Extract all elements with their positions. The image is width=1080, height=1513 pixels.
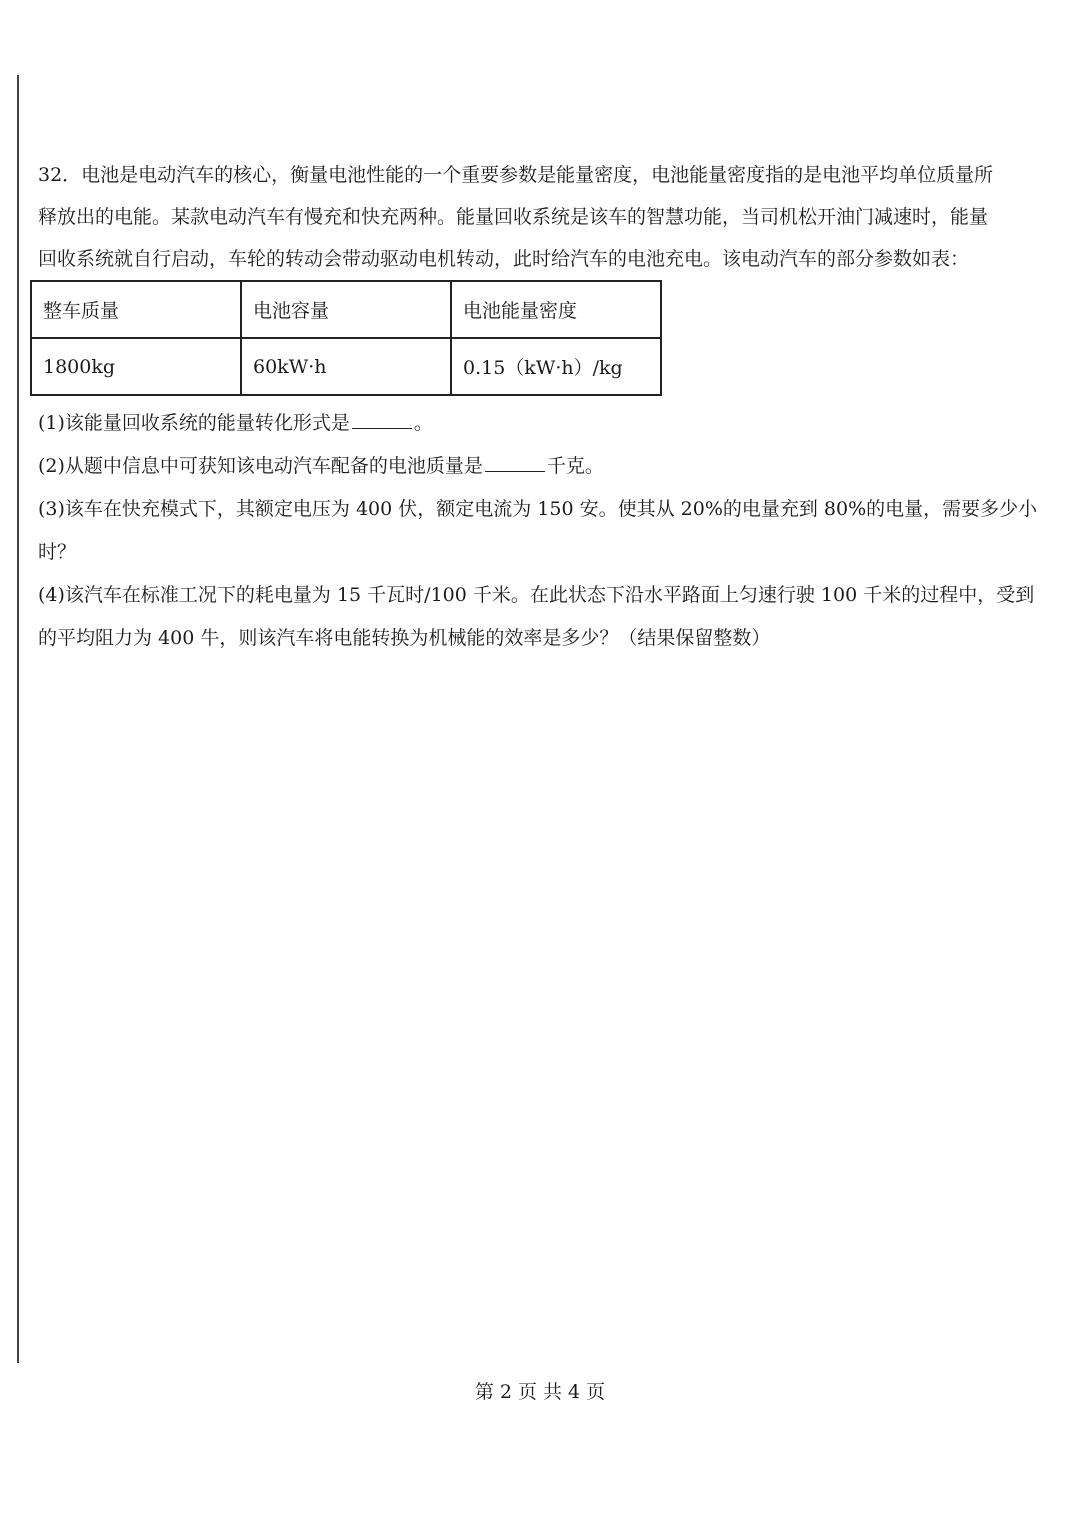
parameter-table [30,280,662,396]
sub-questions [38,402,1038,660]
sub-question-1 [38,402,1018,445]
table-cell: 0.15（kW·h）/kg [451,338,661,395]
intro-line-1: 32．电池是电动汽车的核心，衡量电池性能的一个重要参数是能量密度，电池能量密度指的是电池平均单位质量所 [38,164,994,186]
table-header-cell: 整车质量 [31,281,241,338]
question-intro [38,154,1018,280]
sub-question-4-line-2: 的平均阻力为 400 牛，则该汽车将电能转换为机械能的效率是多少？（结果保留整数） [38,627,771,649]
table-header-cell: 电池能量密度 [451,281,661,338]
table-row [31,338,661,395]
table-cell: 1800kg [31,338,241,395]
sub-question-3-line-2: 时？ [38,541,77,563]
table-header-cell: 电池容量 [241,281,451,338]
answer-blank-1[interactable] [352,410,412,429]
intro-line-2: 释放出的电能。某款电动汽车有慢充和快充两种。能量回收系统是该车的智慧功能，当司机松开油门减速时，能量 [38,206,989,228]
page-number: 第 2 页 共 4 页 [474,1381,606,1403]
sub-question-3-line-1: (3)该车在快充模式下，其额定电压为 400 伏，额定电流为 150 安。使其从 20%的电量充到 80%的电量，需要多少小 [38,498,1038,520]
sub-question-4-line-1: (4)该汽车在标准工况下的耗电量为 15 千瓦时/100 千米。在此状态下沿水平路面上匀速行驶 100 千米的过程中，受到 [38,584,1035,606]
question-32 [38,154,1038,660]
sub-question-1-end: 。 [413,412,433,434]
answer-blank-2[interactable] [485,453,545,472]
binding-margin-line [17,75,19,1363]
sub-question-2-text: (2)从题中信息中可获知该电动汽车配备的电池质量是 [38,455,483,477]
table-header-row [31,281,661,338]
sub-question-2-end: 千克。 [546,455,604,477]
sub-question-2 [38,445,1018,488]
table-cell: 60kW·h [241,338,451,395]
intro-line-3: 回收系统就自行启动，车轮的转动会带动驱动电机转动，此时给汽车的电池充电。该电动汽车的部分参数如表： [38,248,970,270]
sub-question-1-text: (1)该能量回收系统的能量转化形式是 [38,412,350,434]
